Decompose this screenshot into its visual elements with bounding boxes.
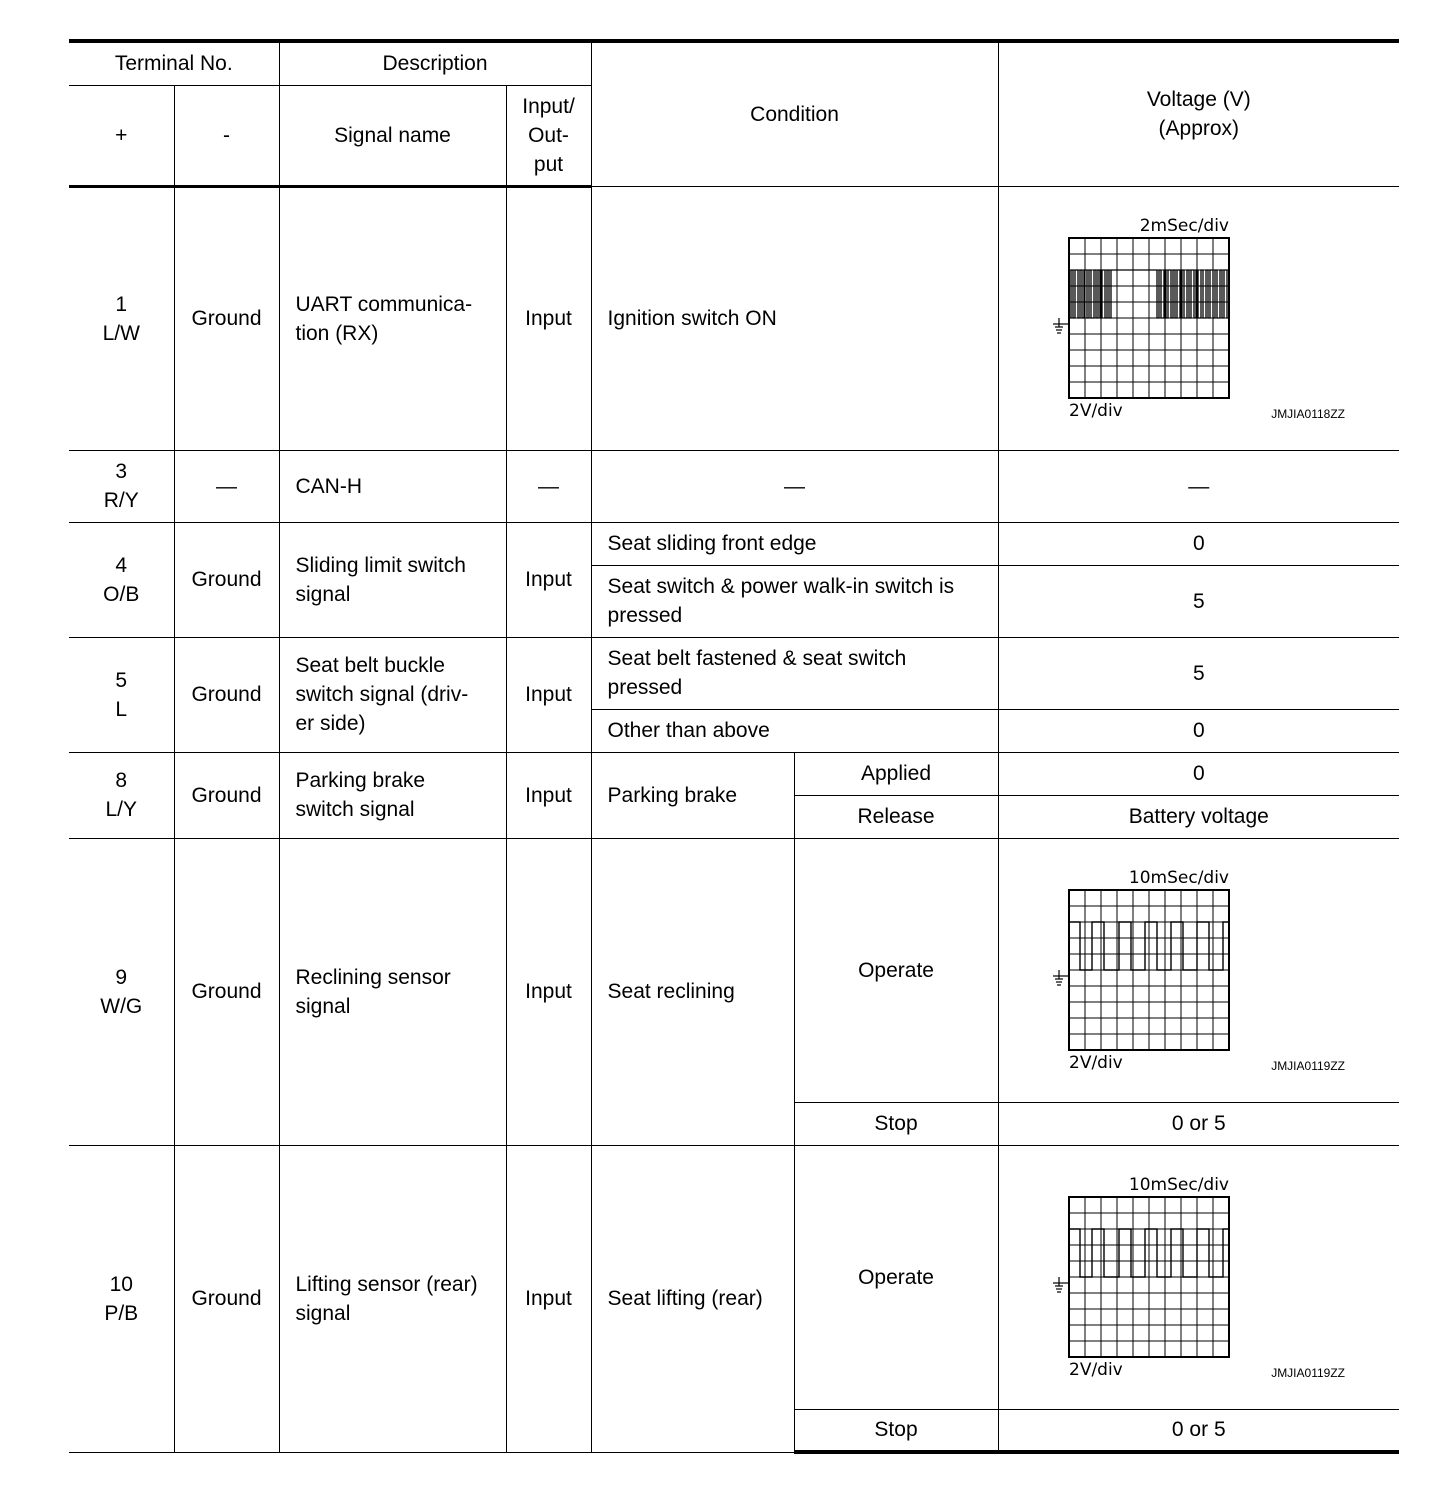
signal-line1: UART communica- xyxy=(295,292,473,316)
terminal-cell xyxy=(69,838,174,1145)
signal-line1: Reclining sensor xyxy=(295,965,451,989)
terminal-number: 8 xyxy=(115,769,128,792)
figure-code: JMJIA0119ZZ xyxy=(1270,1059,1345,1073)
voltage-cell: — xyxy=(998,450,1399,522)
terminal-cell xyxy=(69,752,174,838)
ground-symbol-icon xyxy=(1053,1277,1069,1292)
voltage-cell: 0 or 5 xyxy=(998,1409,1399,1452)
io-header xyxy=(506,85,591,186)
signal-line1: Lifting sensor (rear) xyxy=(295,1272,478,1296)
table-row xyxy=(69,637,1399,709)
wire-color: L/W xyxy=(102,321,140,345)
table-row xyxy=(69,186,1399,450)
terminal-number: 1 xyxy=(115,292,128,316)
io-header-line2: Out- xyxy=(528,123,569,147)
wire-color: L xyxy=(115,697,128,721)
minus-cell: Ground xyxy=(174,637,279,752)
signal-line3: er side) xyxy=(295,712,366,735)
state-cell: Operate xyxy=(794,1145,998,1409)
signal-name-cell xyxy=(279,752,506,838)
condition-cell xyxy=(591,565,998,637)
io-cell: Input xyxy=(506,186,591,450)
wire-color: P/B xyxy=(104,1301,139,1325)
figure-code: JMJIA0119ZZ xyxy=(1270,1366,1345,1380)
scope-grid xyxy=(1069,890,1229,1050)
voltage-cell: 0 xyxy=(998,522,1399,565)
table-row xyxy=(69,522,1399,565)
signal-line2: signal xyxy=(295,994,351,1018)
io-cell: Input xyxy=(506,752,591,838)
signal-line2: switch signal xyxy=(295,798,415,821)
voltage-waveform-cell xyxy=(998,1145,1399,1409)
signal-line1: Sliding limit switch xyxy=(295,553,466,577)
signal-line2: tion (RX) xyxy=(295,321,379,345)
signal-line2: signal xyxy=(295,1301,351,1325)
condition-cell: Parking brake xyxy=(591,752,794,838)
terminal-cell xyxy=(69,450,174,522)
terminal-no-header: Terminal No. xyxy=(69,41,279,85)
terminal-cell xyxy=(69,1145,174,1452)
voltage-waveform-cell xyxy=(998,838,1399,1102)
wire-color: O/B xyxy=(103,582,140,606)
condition-line1: Seat switch & power walk-in switch is xyxy=(607,575,955,598)
uart-waveform-graph xyxy=(1049,213,1349,423)
signal-name-header: Signal name xyxy=(279,85,506,186)
signal-line1: Parking brake xyxy=(295,769,426,792)
state-cell: Stop xyxy=(794,1102,998,1145)
terminal-cell xyxy=(69,637,174,752)
condition-cell: — xyxy=(591,450,998,522)
table-row xyxy=(69,752,1399,795)
io-cell: Input xyxy=(506,522,591,637)
voltage-division-label: 2V/div xyxy=(1068,1360,1123,1380)
signal-name-cell xyxy=(279,1145,506,1452)
terminal-number: 3 xyxy=(115,460,128,483)
minus-cell: Ground xyxy=(174,838,279,1145)
time-division-label: 2mSec/div xyxy=(1139,216,1229,236)
condition-cell: Seat reclining xyxy=(591,838,794,1145)
minus-cell: Ground xyxy=(174,752,279,838)
wire-color: L/Y xyxy=(105,798,138,821)
time-division-label: 10mSec/div xyxy=(1128,1175,1229,1195)
state-cell: Release xyxy=(794,795,998,838)
signal-line2: signal xyxy=(295,582,351,606)
condition-line2: pressed xyxy=(607,676,683,699)
signal-name-cell xyxy=(279,522,506,637)
signal-name-cell xyxy=(279,637,506,752)
voltage-header-line2: (Approx) xyxy=(1158,117,1240,141)
state-cell: Stop xyxy=(794,1409,998,1452)
terminal-cell xyxy=(69,186,174,450)
io-cell: Input xyxy=(506,637,591,752)
ground-symbol-icon xyxy=(1053,970,1069,985)
terminal-number: 4 xyxy=(115,553,128,577)
condition-cell: Seat lifting (rear) xyxy=(591,1145,794,1452)
table-row xyxy=(69,838,1399,1102)
signal-name-cell xyxy=(279,186,506,450)
voltage-waveform-cell xyxy=(998,186,1399,450)
voltage-cell: 5 xyxy=(998,565,1399,637)
voltage-division-label: 2V/div xyxy=(1068,1053,1123,1073)
signal-name-cell: CAN-H xyxy=(279,450,506,522)
voltage-cell: 0 xyxy=(998,752,1399,795)
condition-cell: Seat sliding front edge xyxy=(591,522,998,565)
voltage-header xyxy=(998,41,1399,186)
reclining-waveform-graph xyxy=(1049,865,1349,1075)
minus-cell: Ground xyxy=(174,186,279,450)
description-header: Description xyxy=(279,41,591,85)
condition-cell: Other than above xyxy=(591,709,998,752)
figure-code: JMJIA0118ZZ xyxy=(1270,407,1345,421)
state-cell: Applied xyxy=(794,752,998,795)
minus-cell: — xyxy=(174,450,279,522)
voltage-cell: Battery voltage xyxy=(998,795,1399,838)
terminal-number: 10 xyxy=(109,1272,133,1296)
voltage-cell: 0 or 5 xyxy=(998,1102,1399,1145)
voltage-cell: 0 xyxy=(998,709,1399,752)
minus-header: - xyxy=(174,85,279,186)
terminal-table-wrapper xyxy=(69,39,1399,1454)
terminal-cell xyxy=(69,522,174,637)
terminal-number: 5 xyxy=(115,668,128,692)
condition-cell xyxy=(591,637,998,709)
minus-cell: Ground xyxy=(174,522,279,637)
scope-grid xyxy=(1069,1197,1229,1357)
ground-symbol-icon xyxy=(1053,318,1069,333)
time-division-label: 10mSec/div xyxy=(1128,868,1229,888)
condition-line2: pressed xyxy=(607,604,683,627)
signal-line2: switch signal (driv- xyxy=(295,683,469,706)
minus-cell: Ground xyxy=(174,1145,279,1452)
voltage-division-label: 2V/div xyxy=(1068,401,1123,421)
signal-name-cell xyxy=(279,838,506,1145)
terminal-table xyxy=(69,39,1399,1454)
io-cell: Input xyxy=(506,838,591,1145)
table-row xyxy=(69,1145,1399,1409)
io-cell: — xyxy=(506,450,591,522)
voltage-cell: 5 xyxy=(998,637,1399,709)
plus-header: + xyxy=(69,85,174,186)
header-row-1 xyxy=(69,41,1399,85)
wire-color: W/G xyxy=(100,994,143,1018)
io-header-line3: put xyxy=(533,152,564,176)
terminal-number: 9 xyxy=(115,965,128,989)
condition-cell: Ignition switch ON xyxy=(591,186,998,450)
voltage-header-line1: Voltage (V) xyxy=(1146,88,1251,112)
state-cell: Operate xyxy=(794,838,998,1102)
wire-color: R/Y xyxy=(103,489,139,512)
condition-line1: Seat belt fastened & seat switch xyxy=(607,647,907,670)
table-row xyxy=(69,450,1399,522)
signal-line1: Seat belt buckle xyxy=(295,654,445,677)
lifting-waveform-graph xyxy=(1049,1172,1349,1382)
io-header-line1: Input/ xyxy=(522,94,575,118)
io-cell: Input xyxy=(506,1145,591,1452)
condition-header: Condition xyxy=(591,41,998,186)
